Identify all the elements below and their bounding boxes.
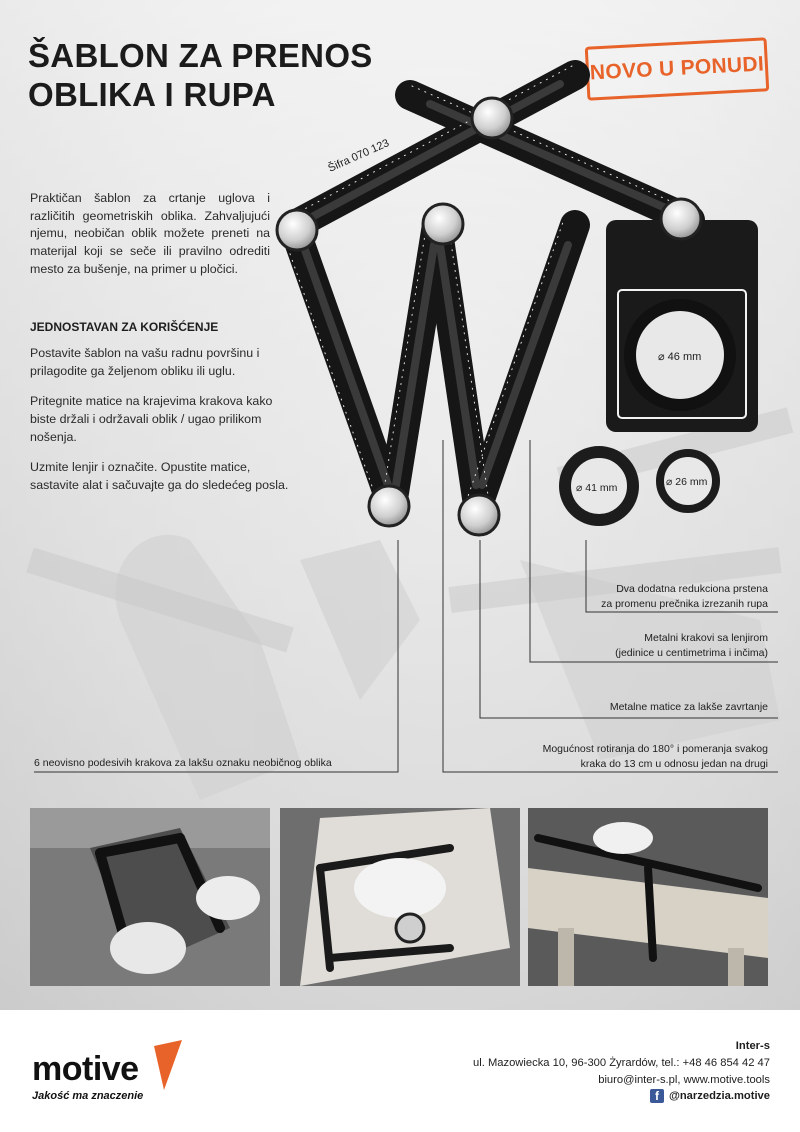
callout-metal-arms-line-1: Metalni krakovi sa lenjirom bbox=[644, 632, 768, 644]
callout-reduction-rings-line-2: za promenu prečnika izrezanih rupa bbox=[601, 598, 768, 610]
title-line-2: OBLIKA I RUPA bbox=[28, 76, 276, 113]
callout-rotation-line-1: Mogućnost rotiranja do 180° i pomeranja svakog bbox=[542, 743, 768, 755]
callout-rotation bbox=[543, 742, 768, 772]
callout-six-arms bbox=[34, 756, 332, 771]
usage-step-2: Pritegnite matice na krajevima krakova kako biste držali i održavali oblik / ugao prilikom nošenja. bbox=[30, 394, 273, 444]
callout-reduction-rings-line-1: Dva dodatna redukciona prstena bbox=[616, 583, 768, 595]
callout-metal-arms bbox=[615, 631, 768, 661]
ring-holder bbox=[606, 220, 758, 432]
ring-label-41: ⌀ 41 mm bbox=[576, 482, 618, 494]
usage-photo-corner bbox=[30, 808, 270, 986]
usage-step-3: Uzmite lenjir i označite. Opustite matice, sastavite alat i sačuvajte ga do sledećeg posla. bbox=[30, 460, 289, 492]
facebook-icon: f bbox=[650, 1089, 664, 1103]
social-handle[interactable]: @narzedzia.motive bbox=[668, 1090, 770, 1102]
usage-photo-tile bbox=[280, 808, 520, 986]
company-address: ul. Mazowiecka 10, 96-300 Żyrardów, tel.: +48 46 854 42 47 bbox=[473, 1057, 770, 1069]
callout-reduction-rings bbox=[601, 582, 768, 612]
brand-logo: motive bbox=[32, 1050, 139, 1088]
company-web[interactable]: biuro@inter-s.pl, www.motive.tools bbox=[598, 1074, 770, 1086]
callout-metal-nuts-line-1: Metalne matice za lakše zavrtanje bbox=[609, 701, 768, 713]
usage-step-1: Postavite šablon na vašu radnu površinu i prilagodite ga željenom obliku ili uglu. bbox=[30, 346, 260, 378]
callout-rotation-line-2: kraka do 13 cm u odnosu jedan na drugi bbox=[580, 758, 768, 770]
brand-tagline: Jakość ma znaczenie bbox=[32, 1090, 144, 1102]
intro-paragraph: Praktičan šablon za crtanje uglova i različitih geometriskih oblika. Zahvaljujući njemu, neobičan oblik možete preneti na materijal koji se seče ili pravilno odrediti mesto za bušenje, na primer u pločici. bbox=[30, 191, 270, 276]
ring-label-46: ⌀ 46 mm bbox=[658, 351, 702, 363]
callout-metal-nuts bbox=[610, 700, 768, 715]
product-code: Šifra 070 123 bbox=[326, 137, 392, 175]
callout-metal-arms-line-2: (jedinice u centimetrima i inčima) bbox=[615, 647, 768, 659]
ring-label-26: ⌀ 26 mm bbox=[666, 476, 708, 488]
title-line-1: ŠABLON ZA PRENOS bbox=[28, 37, 373, 74]
usage-heading: JEDNOSTAVAN ZA KORIŠĆENJE bbox=[30, 320, 219, 334]
usage-photo-wood bbox=[528, 808, 768, 986]
callout-six-arms-line-1: 6 neovisno podesivih krakova za lakšu oznaku neobičnog oblika bbox=[34, 757, 332, 769]
company-name: Inter-s bbox=[735, 1040, 770, 1052]
new-product-badge: NOVO U PONUDI bbox=[585, 37, 770, 100]
